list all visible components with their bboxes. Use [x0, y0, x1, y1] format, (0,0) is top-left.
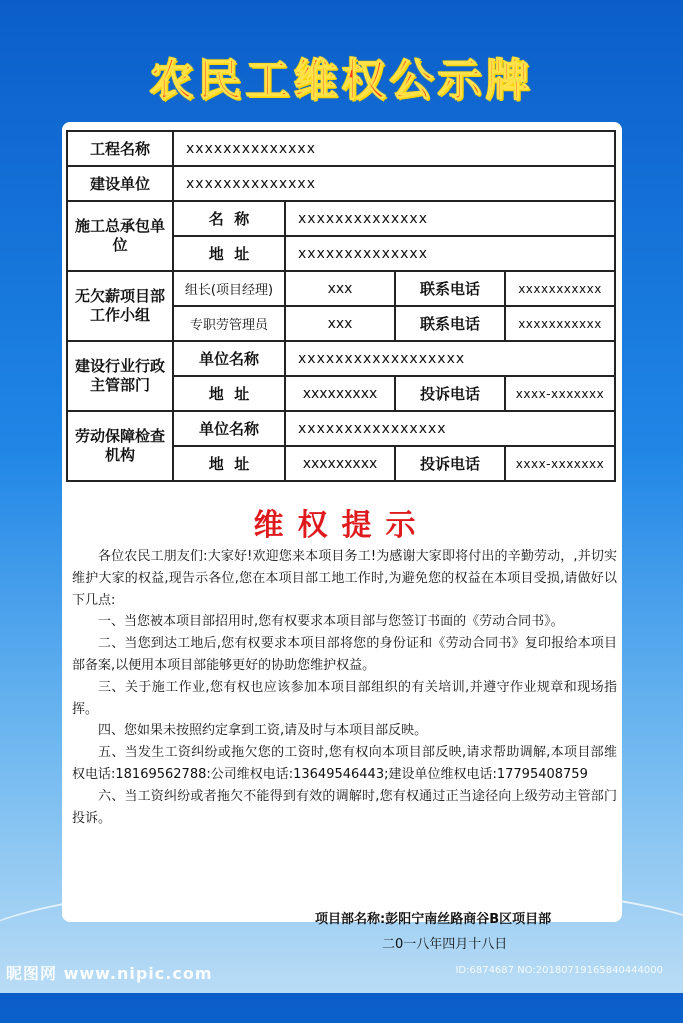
manager-phone-label: 联系电话	[395, 306, 505, 341]
construction-unit-label: 建设单位	[67, 166, 173, 201]
labor-complaint-value: xxxx-xxxxxxx	[505, 446, 615, 481]
leader-label: 组长(项目经理)	[173, 271, 285, 306]
admin-complaint-value: xxxx-xxxxxxx	[505, 376, 615, 411]
labor-complaint-label: 投诉电话	[395, 446, 505, 481]
tips-title: 维权提示	[253, 508, 430, 543]
table-row	[67, 201, 615, 236]
contractor-address-label: 地 址	[173, 236, 285, 271]
tips-paragraph: 二、当您到达工地后,您有权要求本项目部将您的身份证和《劳动合同书》复印报给本项目部备案,以便用本项目部能够更好的协助您维护权益。	[72, 636, 617, 673]
project-name-label: 工程名称	[67, 131, 173, 166]
admin-address-value: xxxxxxxxx	[285, 376, 395, 411]
table-row	[67, 166, 615, 201]
contractor-name-label: 名 称	[173, 201, 285, 236]
table-row	[67, 341, 615, 376]
tips-paragraph: 四、您如果未按照约定拿到工资,请及时与本项目部反映。	[98, 723, 428, 739]
table-row	[67, 271, 615, 306]
footer-department: 项目部名称:彭阳宁南丝路商谷B区项目部	[315, 912, 552, 927]
admin-complaint-label: 投诉电话	[395, 376, 505, 411]
table-row	[67, 411, 615, 446]
table-row	[67, 131, 615, 166]
general-contractor-label: 施工总承包单位	[67, 201, 173, 271]
admin-unit-value: xxxxxxxxxxxxxxxxxx	[285, 341, 615, 376]
tips-body	[72, 546, 617, 829]
contractor-name-value: xxxxxxxxxxxxxx	[285, 201, 615, 236]
labor-dept-label: 劳动保障检查机构	[67, 411, 173, 481]
manager-label: 专职劳管理员	[173, 306, 285, 341]
watermark-logo: 昵图网 www.nipic.com	[6, 964, 213, 983]
tips-paragraph: 三、关于施工作业,您有权也应该参加本项目部组织的有关培训,并遵守作业规章和现场指挥。	[72, 679, 617, 717]
project-name-value: xxxxxxxxxxxxxx	[173, 131, 615, 166]
wage-group-label: 无欠薪项目部工作小组	[67, 271, 173, 341]
manager-phone-value: xxxxxxxxxxx	[505, 306, 615, 341]
admin-unit-label: 单位名称	[173, 341, 285, 376]
labor-unit-label: 单位名称	[173, 411, 285, 446]
labor-unit-value: xxxxxxxxxxxxxxxx	[285, 411, 615, 446]
admin-dept-label: 建设行业行政主管部门	[67, 341, 173, 411]
tips-paragraph: 各位农民工朋友们:大家好!欢迎您来本项目务工!为感谢大家即将付出的辛勤劳动，,并切实维护大家的权益,现告示各位,您在本项目部工地工作时,为避免您的权益在本项目受损,请做好以下几点:	[72, 549, 617, 608]
tips-paragraph: 一、当您被本项目部招用时,您有权要求本项目部与您签订书面的《劳动合同书》。	[98, 614, 564, 630]
image-id-watermark: ID:6874687 NO:20180719165840444000	[455, 965, 663, 976]
leader-phone-value: xxxxxxxxxxx	[505, 271, 615, 306]
tips-paragraph: 五、当发生工资纠纷或拖欠您的工资时,您有权向本项目部反映,请求帮助调解,本项目部维权电话:18169562788:公司维权电话:13649546443;建设单位维权电话:17795408759	[72, 745, 617, 782]
leader-value: xxx	[285, 271, 395, 306]
admin-address-label: 地 址	[173, 376, 285, 411]
tips-paragraph: 六、当工资纠纷或者拖欠不能得到有效的调解时,您有权通过正当途径向上级劳动主管部门投诉。	[72, 788, 617, 826]
labor-address-value: xxxxxxxxx	[285, 446, 395, 481]
page-title: 农民工维权公示牌	[149, 55, 534, 106]
leader-phone-label: 联系电话	[395, 271, 505, 306]
labor-address-label: 地 址	[173, 446, 285, 481]
manager-value: xxx	[285, 306, 395, 341]
info-table	[66, 130, 616, 482]
footer-date: 二0一八年四月十八日	[382, 937, 508, 952]
contractor-address-value: xxxxxxxxxxxxxx	[285, 236, 615, 271]
decorative-wave	[0, 880, 683, 1023]
construction-unit-value: xxxxxxxxxxxxxx	[173, 166, 615, 201]
